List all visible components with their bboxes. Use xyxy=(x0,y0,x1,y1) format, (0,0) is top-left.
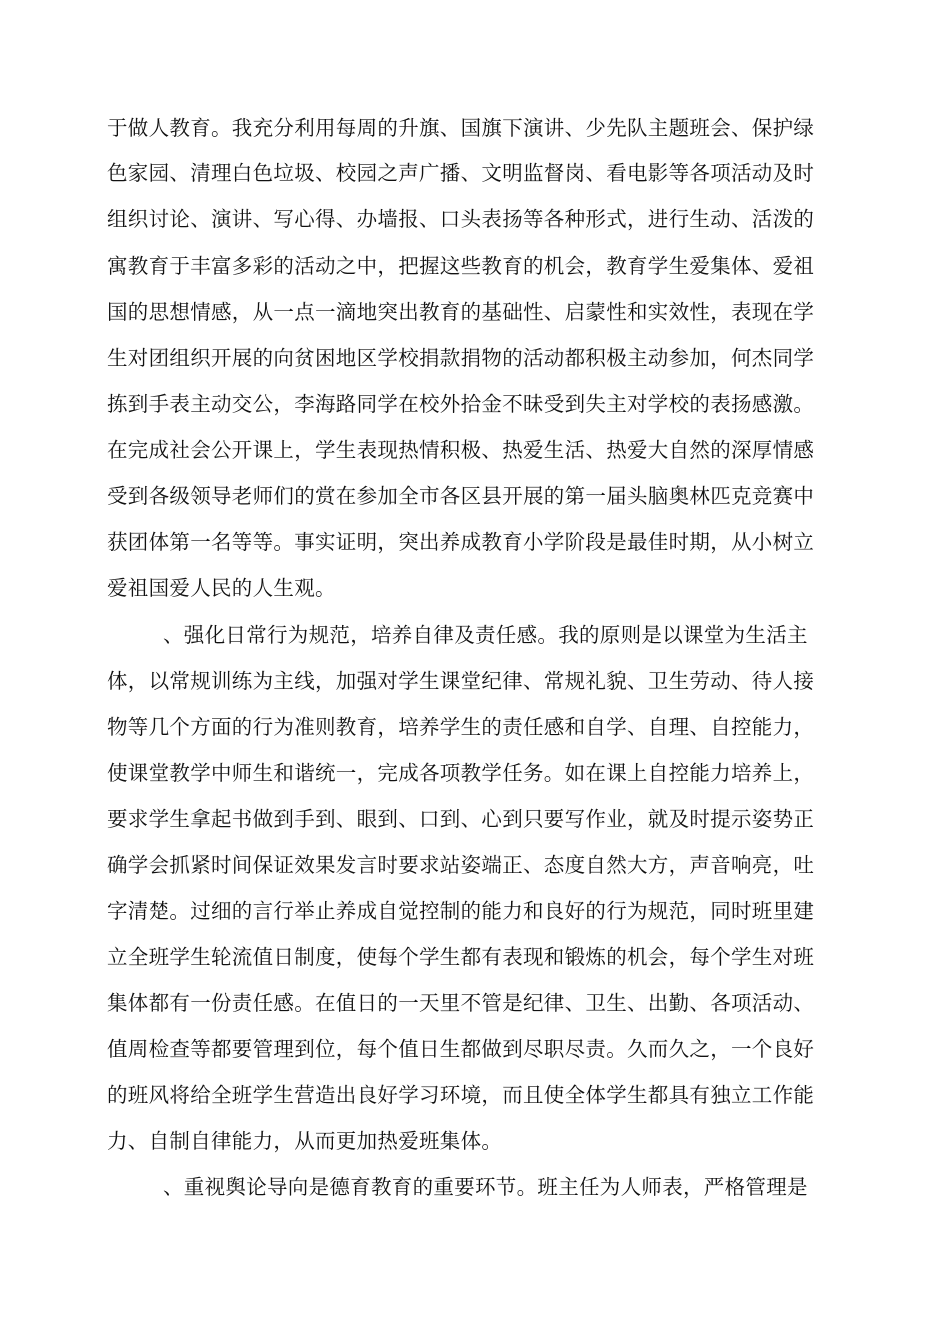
paragraph-line: 值周检查等都要管理到位，每个值日生都做到尽职尽责。久而久之，一个良好 xyxy=(107,1037,815,1061)
paragraph-line: 生对团组织开展的向贫困地区学校捐款捐物的活动都积极主动参加，何杰同学 xyxy=(107,346,815,370)
paragraph-line: 、强化日常行为规范，培养自律及责任感。我的原则是以课堂为生活主 xyxy=(163,623,808,647)
paragraph-line: 确学会抓紧时间保证效果发言时要求站姿端正、态度自然大方，声音响亮，吐 xyxy=(107,853,815,877)
paragraph-line: 获团体第一名等等。事实证明，突出养成教育小学阶段是最佳时期，从小树立 xyxy=(107,530,815,554)
paragraph-line: 使课堂教学中师生和谐统一，完成各项教学任务。如在课上自控能力培养上， xyxy=(107,761,815,785)
paragraph-line: 组织讨论、演讲、写心得、办墙报、口头表扬等各种形式，进行生动、活泼的 xyxy=(107,207,815,231)
paragraph-line: 的班风将给全班学生营造出良好学习环境，而且使全体学生都具有独立工作能 xyxy=(107,1083,815,1107)
paragraph-line: 、重视舆论导向是德育教育的重要环节。班主任为人师表，严格管理是 xyxy=(163,1175,808,1199)
paragraph-line: 立全班学生轮流值日制度，使每个学生都有表现和锻炼的机会，每个学生对班 xyxy=(107,945,815,969)
paragraph-line: 力、自制自律能力，从而更加热爱班集体。 xyxy=(107,1129,503,1153)
paragraph-line: 色家园、清理白色垃圾、校园之声广播、文明监督岗、看电影等各项活动及时 xyxy=(107,161,815,185)
paragraph-line: 字清楚。过细的言行举止养成自觉控制的能力和良好的行为规范，同时班里建 xyxy=(107,899,815,923)
paragraph-line: 体，以常规训练为主线，加强对学生课堂纪律、常规礼貌、卫生劳动、待人接 xyxy=(107,669,815,693)
paragraph-line: 要求学生拿起书做到手到、眼到、口到、心到只要写作业，就及时提示姿势正 xyxy=(107,807,815,831)
paragraph-line: 爱祖国爱人民的人生观。 xyxy=(107,576,336,600)
paragraph-line: 在完成社会公开课上，学生表现热情积极、热爱生活、热爱大自然的深厚情感 xyxy=(107,438,815,462)
paragraph-line: 寓教育于丰富多彩的活动之中，把握这些教育的机会，教育学生爱集体、爱祖 xyxy=(107,254,815,278)
paragraph-line: 集体都有一份责任感。在值日的一天里不管是纪律、卫生、出勤、各项活动、 xyxy=(107,991,815,1015)
paragraph-line: 国的思想情感，从一点一滴地突出教育的基础性、启蒙性和实效性，表现在学 xyxy=(107,300,815,324)
paragraph-line: 拣到手表主动交公，李海路同学在校外拾金不昧受到失主对学校的表扬感激。 xyxy=(107,392,815,416)
paragraph-line: 物等几个方面的行为准则教育，培养学生的责任感和自学、自理、自控能力， xyxy=(107,715,815,739)
paragraph-line: 受到各级领导老师们的赏在参加全市各区县开展的第一届头脑奥林匹克竞赛中 xyxy=(107,484,815,508)
paragraph-line: 于做人教育。我充分利用每周的升旗、国旗下演讲、少先队主题班会、保护绿 xyxy=(107,116,815,140)
